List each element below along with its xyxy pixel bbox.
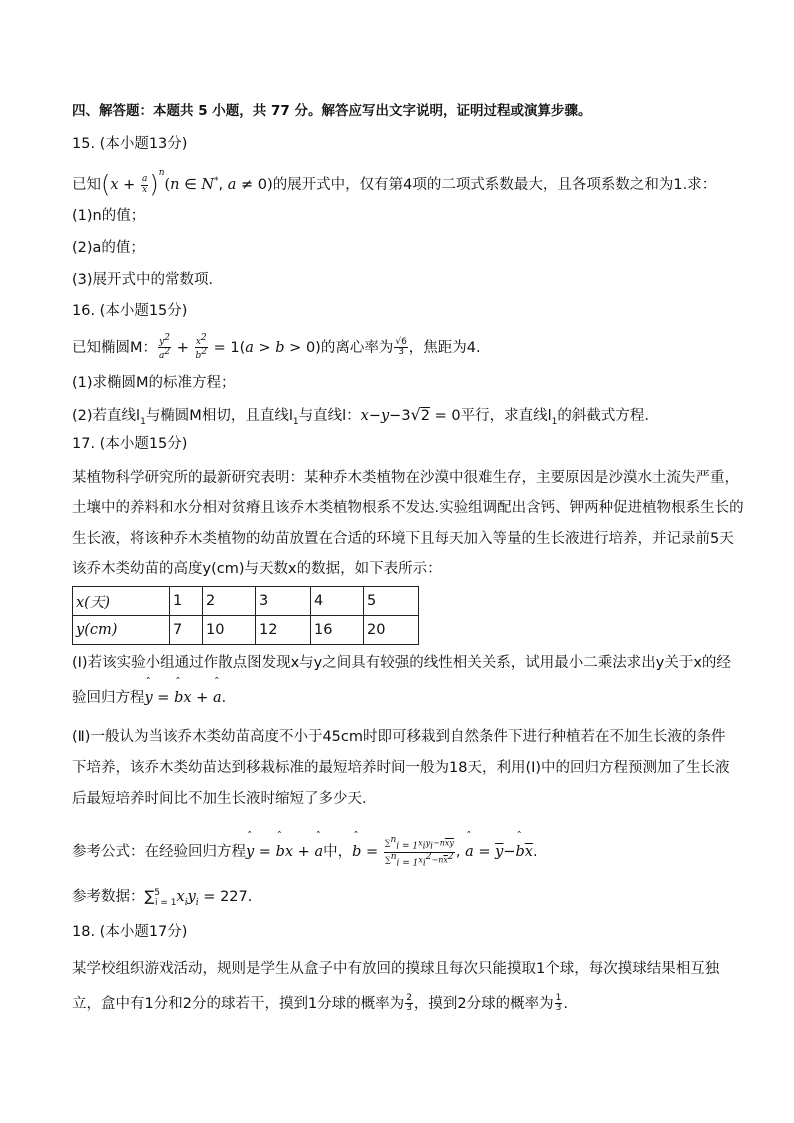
q17-line2: 土壤中的养料和水分相对贫瘠且该乔木类植物根系不发达.实验组调配出含钙、钾两种促进植物根系生长的: [72, 500, 744, 516]
table-row: [73, 616, 419, 645]
q18-line1: 某学校组织游戏活动，规则是学生从盒子中有放回的摸球且每次只能摸取1个球，每次摸球结果相互独: [72, 961, 720, 977]
q17-header: 17. (本小题15分): [72, 436, 188, 452]
q17-part1-line1: (Ⅰ)若该实验小组通过作散点图发现x与y之间具有较强的线性相关关系，试用最小二乘法求出y关于x的经: [72, 655, 731, 671]
table-cell: 7: [170, 616, 203, 645]
table-cell: 2: [203, 587, 256, 616]
q15-part3: (3)展开式中的常数项．: [72, 272, 224, 288]
table-cell: 16: [311, 616, 364, 645]
table-cell: 4: [311, 587, 364, 616]
q16-part1: (1)求椭圆M的标准方程；: [72, 375, 236, 391]
q18-line2: 立，盒中有1分和2分的球若干，摸到1分球的概率为 $\frac{2}{3}$ ，摸到2分球的概率为 $\frac{1}{3}$ .: [72, 993, 568, 1014]
q17-part2-line1: (Ⅱ)一般认为当该乔木类幼苗高度不小于45cm时即可移栽到自然条件下进行种植若在不加生长液的条件: [72, 729, 726, 745]
table-cell: x(天): [73, 587, 170, 616]
q16-part2: (2)若直线$l_1$与椭圆M相切，且直线$l_1$与直线l：x−y−3√2 = 0平行，求直线$l_1$的斜截式方程．: [72, 405, 659, 427]
q17-line3: 生长液，将该种乔木类植物的幼苗放置在合适的环境下且每天加入等量的生长液进行培养，并记录前5天: [72, 531, 734, 547]
table-cell: 1: [170, 587, 203, 616]
growth-data-table: [72, 586, 419, 645]
table-cell: 5: [364, 587, 419, 616]
q17-line1: 某植物科学研究所的最新研究表明：某种乔木类植物在沙漠中很难生存，主要原因是沙漠水土流失严重，: [72, 470, 739, 486]
q17-ref-data: 参考数据：$\sum^5_{i = 1}x_iy_i = 227$.: [72, 888, 253, 908]
q16-header: 16. (本小题15分): [72, 303, 188, 319]
q17-part2-line3: 后最短培养时间比不加生长液时缩短了多少天．: [72, 791, 377, 807]
q17-line4: 该乔木类幼苗的高度y(cm)与天数x的数据，如下表所示：: [72, 561, 442, 577]
q17-formula: 参考公式：在经验回归方程ˆ y = ˆ bx + ˆ a中，ˆ b = $\frac{\sum^n_{i = 1}x_iy_i-n\overline{x}\overline{y}}{\sum^n_{i = 1}x_i^2-n\overline{x}^2}$ , ˆ $a = \overline{y}-ˆ$ $b\overline{x}$.: [72, 836, 538, 868]
q15-part1: (1)n的值；: [72, 208, 146, 224]
table-cell: 3: [256, 587, 311, 616]
q15-part2: (2)a的值；: [72, 240, 145, 256]
table-cell: y(cm): [73, 616, 170, 645]
q18-header: 18. (本小题17分): [72, 924, 188, 940]
table-cell: 10: [203, 616, 256, 645]
table-row: [73, 587, 419, 616]
q15-header: 15. (本小题13分): [72, 136, 188, 152]
q17-part1-line2: 验回归方程ˆ y = ˆ bx + ˆ a．: [72, 690, 236, 707]
q15-stem: 已知(x + $\frac{a}{x}$ )$^n$(n ∈ N*, a ≠ 0)的展开式中，仅有第4项的二项式系数最大，且各项系数之和为1.求：: [72, 168, 717, 199]
section-title: 四、解答题：本题共 5 小题，共 77 分。解答应写出文字说明，证明过程或演算步骤。: [72, 103, 592, 119]
table-cell: 20: [364, 616, 419, 645]
q17-part2-line2: 下培养，该乔木类幼苗达到移栽标准的最短培养时间一般为18天，利用(Ⅰ)中的回归方程预测加了生长液: [72, 760, 730, 776]
table-cell: 12: [256, 616, 311, 645]
q16-stem: 已知椭圆M： $\frac{y^2}{a^2}$ + $\frac{x^2}{b^2}$ = 1(a > b > 0)的离心率为 $\frac{√6}{3}$ ，焦距为4.: [72, 333, 481, 362]
